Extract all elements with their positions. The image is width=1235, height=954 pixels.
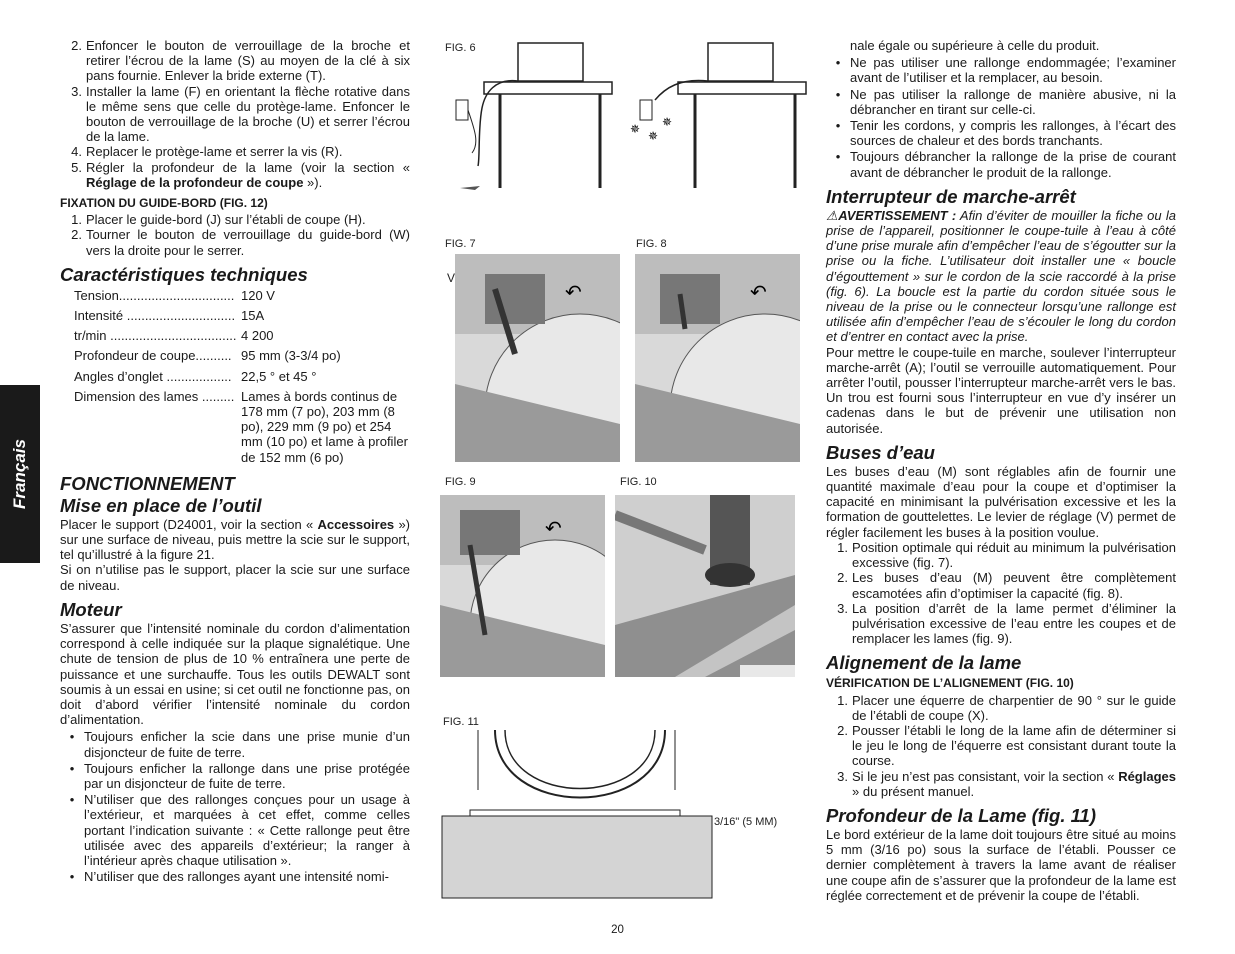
- moteur-bullets: [60, 729, 410, 884]
- list-item: 1. Position optimale qui réduit au minimum la pulvérisation excessive (fig. 7).: [837, 539, 1176, 571]
- buses-heading: Buses d’eau: [826, 441, 935, 463]
- fig7-illustration: [455, 254, 620, 462]
- align-steps-list: [826, 693, 1176, 799]
- list-item: 2. Pousser l’établi le long de la lame afin de déterminer si le jeu le long de l’équerre est consistant durant toute la course.: [837, 722, 1176, 769]
- extension-bullets: [826, 55, 1176, 180]
- profondeur-heading: Profondeur de la Lame (fig. 11): [826, 804, 1097, 826]
- list-item: • Toujours enficher la rallonge dans une prise protégée par un disjoncteur de fuite de terre.: [69, 760, 410, 791]
- fig7-label: FIG. 7: [445, 238, 476, 250]
- specs-table: [74, 288, 410, 465]
- buses-steps-list: [826, 540, 1176, 646]
- specs-heading: Caractéristiques techniques: [60, 263, 308, 285]
- continued-text: nale égale ou supérieure à celle du produit.: [850, 38, 1100, 53]
- list-item: 1. Placer le guide-bord (J) sur l’établi de coupe (H).: [71, 212, 366, 228]
- list-item: 3. Installer la lame (F) en orientant la flèche rotative dans le même sens que celle du protège-lame. Enfoncer le bouton de verrouillage de la broche (U) et serrer l’écrou de la lame.: [71, 83, 410, 145]
- list-item: 2. Enfoncer le bouton de verrouillage de la broche et retirer l’écrou de la lame (S) au moyen de la clé à six pans fournie. Enlever la bride externe (T).: [71, 38, 410, 84]
- fig7-label-v: V: [447, 271, 456, 285]
- fig8-label: FIG. 8: [636, 238, 667, 250]
- right-column: [826, 38, 1176, 903]
- svg-text:✵: ✵: [630, 122, 641, 136]
- mise-en-place-heading: Mise en place de l’outil: [60, 494, 262, 516]
- profondeur-paragraph: Le bord extérieur de la lame doit toujours être situé au moins 5 mm (3/16 po) sous la surface de l’établi. Pousser ce dernier complètement à travers la lame avant de réaliser une coupe afin de s’assurer que la profondeur de la lame est réglée correctement et de prévenir la coupe de l’établi.: [826, 826, 1176, 903]
- guide-steps-list: [60, 212, 410, 258]
- language-side-tab: [0, 385, 40, 563]
- mise-paragraph-2: Si on n’utilise pas le support, placer la scie sur une surface de niveau.: [60, 562, 410, 593]
- list-item: 3. Si le jeu n’est pas consistant, voir la section « Réglages » du présent manuel.: [837, 768, 1176, 799]
- list-item: 1. Placer une équerre de charpentier de 90 ° sur le guide de l’établi de coupe (X).: [837, 692, 1176, 723]
- list-item: 2. Les buses d’eau (M) peuvent être complètement escamotées afin d’optimiser la capacité (fig. 8).: [837, 570, 1176, 601]
- fig6-label: FIG. 6: [445, 42, 476, 54]
- fig8-illustration: [635, 254, 800, 462]
- list-item: • N’utiliser que des rallonges ayant une intensité nomi-: [69, 869, 389, 885]
- spec-row: Intensité .............................. 15A: [74, 308, 265, 324]
- left-column: [60, 38, 410, 885]
- warning-icon: ⚠: [826, 207, 839, 223]
- fig10-label: FIG. 10: [620, 476, 657, 488]
- spec-row: Angles d’onglet .................. 22,5 ° et 45 °: [74, 368, 317, 384]
- fig11-label: FIG. 11: [443, 716, 479, 728]
- list-item: 3. La position d’arrêt de la lame permet d’éliminer la pulvérisation excessive de l’eau entre les coupes et de remplacer les lames (fig. 9).: [837, 600, 1176, 647]
- moteur-heading: Moteur: [60, 598, 122, 620]
- list-item: • Toujours enficher la scie dans une prise munie d’un disjoncteur de fuite de terre.: [69, 729, 410, 760]
- list-item: • N’utiliser que des rallonges conçues pour un usage à l’extérieur, et marquées à cet effet, comme celles portant l’indication suivante : « Cette rallonge peut être utilisée avec des appareils d’extérieur; la ranger à l’intérieur après chaque utilisation ».: [69, 792, 410, 868]
- svg-text:↶: ↶: [565, 280, 582, 304]
- blade-steps-list: [60, 38, 410, 190]
- fig9-illustration: [440, 495, 605, 677]
- fig6-illustration: [440, 38, 810, 208]
- list-item: • Ne pas utiliser une rallonge endommagée; l’examiner avant de l’utiliser et la remplacer, au besoin.: [835, 55, 1176, 86]
- list-item: • Tenir les cordons, y compris les rallonges, à l’écart des sources de chaleur et des bords tranchants.: [835, 118, 1176, 149]
- svg-text:✵: ✵: [648, 129, 659, 143]
- svg-text:↶: ↶: [750, 280, 767, 304]
- list-item: • Toujours débrancher la rallonge de la prise de courant avant de débrancher le produit de la rallonge.: [835, 149, 1176, 180]
- fonctionnement-heading: FONCTIONNEMENT: [60, 472, 235, 494]
- warning-paragraph: ⚠AVERTISSEMENT : Afin d’éviter de mouiller la fiche ou la prise de l’appareil, positionner le coupe-tuile à l’eau à côté d’une prise murale afin d’empêcher l’eau de s’égoutter sur la prise ou la fiche. L’utilisateur doit installer une « boucle d’égouttement » sur le cordon de la scie raccordé à la prise (fig. 6). La boucle est la partie du cordon située sous le niveau de la prise ou le connecteur lorsqu’une rallonge est utilisée afin d’empêcher l’eau de s’écouler le long du cordon et d’entrer en contact avec la prise.: [826, 207, 1176, 345]
- spec-row: Profondeur de coupe.......... 95 mm (3-3/4 po): [74, 348, 341, 364]
- language-label: Français: [10, 439, 29, 509]
- alignement-heading: Alignement de la lame: [826, 652, 1022, 674]
- guide-heading: FIXATION DU GUIDE-BORD (FIG. 12): [60, 196, 268, 211]
- list-item: 5. Régler la profondeur de la lame (voir la section « Réglage de la profondeur de coupe »).: [71, 159, 410, 190]
- moteur-paragraph: S’assurer que l’intensité nominale du cordon d’alimentation correspond à celle indiquée sur la plaque signalétique. Une chute de tension de plus de 10 % entraînera une perte de puissance et une surchauffe. Tous les outils DEWALT sont soumis à un essai en usine; si cet outil ne fonctionne pas, on doit d’abord vérifier l’intensité nominale du cordon d’alimentation.: [60, 620, 410, 728]
- spec-row: tr/min ................................... 4 200: [74, 328, 274, 344]
- fig9-label: FIG. 9: [445, 476, 476, 488]
- svg-text:✵: ✵: [662, 115, 673, 129]
- mise-paragraph-1: Placer le support (D24001, voir la section « Accessoires ») sur une surface de niveau, puis mettre la scie sur le support, tel qu’illustré à la figure 21.: [60, 516, 411, 563]
- page-number: 20: [611, 924, 624, 936]
- fig11-illustration: [440, 730, 795, 900]
- spec-row: Dimension des lames ......... Lames à bords continus de 178 mm (7 po), 203 mm (8 po), 229 mm (9 po) et 254 mm (10 po) et lame à profiler de 152 mm (6 po): [74, 388, 408, 465]
- fig10-illustration: [615, 495, 795, 677]
- svg-text:↶: ↶: [545, 516, 562, 540]
- verification-heading: VÉRIFICATION DE L’ALIGNEMENT (FIG. 10): [826, 676, 1074, 691]
- list-item: 2. Tourner le bouton de verrouillage du guide-bord (W) vers la droite pour le serrer.: [71, 227, 410, 258]
- interrupteur-heading: Interrupteur de marche-arrêt: [826, 185, 1076, 207]
- list-item: • Ne pas utiliser la rallonge de manière abusive, ni la débrancher en tirant sur celle-ci.: [835, 86, 1176, 117]
- spec-row: Tension................................ 120 V: [74, 287, 275, 303]
- buses-paragraph: Les buses d’eau (M) sont réglables afin de fournir une quantité maximale d’eau pour la coupe et d’optimiser la capacité en minimisant la pulvérisation excessive et les la formation de gouttelettes. Le levier de réglage (V) permet de régler facilement les buses à la position voulue.: [826, 463, 1176, 540]
- list-item: 4. Replacer le protège-lame et serrer la vis (R).: [71, 144, 343, 160]
- fig11-dimension-label: 3/16" (5 MM): [714, 816, 778, 828]
- interrupteur-paragraph: Pour mettre le coupe-tuile en marche, soulever l’interrupteur marche-arrêt (A); l’outil se verrouille automatiquement. Pour arrêter l’outil, pousser l’interrupteur marche-arrêt vers le bas. Un trou est fourni sous l’interrupteur en vue d’y insérer un cadenas dans le but de prévenir une utilisation non autorisée.: [826, 344, 1176, 436]
